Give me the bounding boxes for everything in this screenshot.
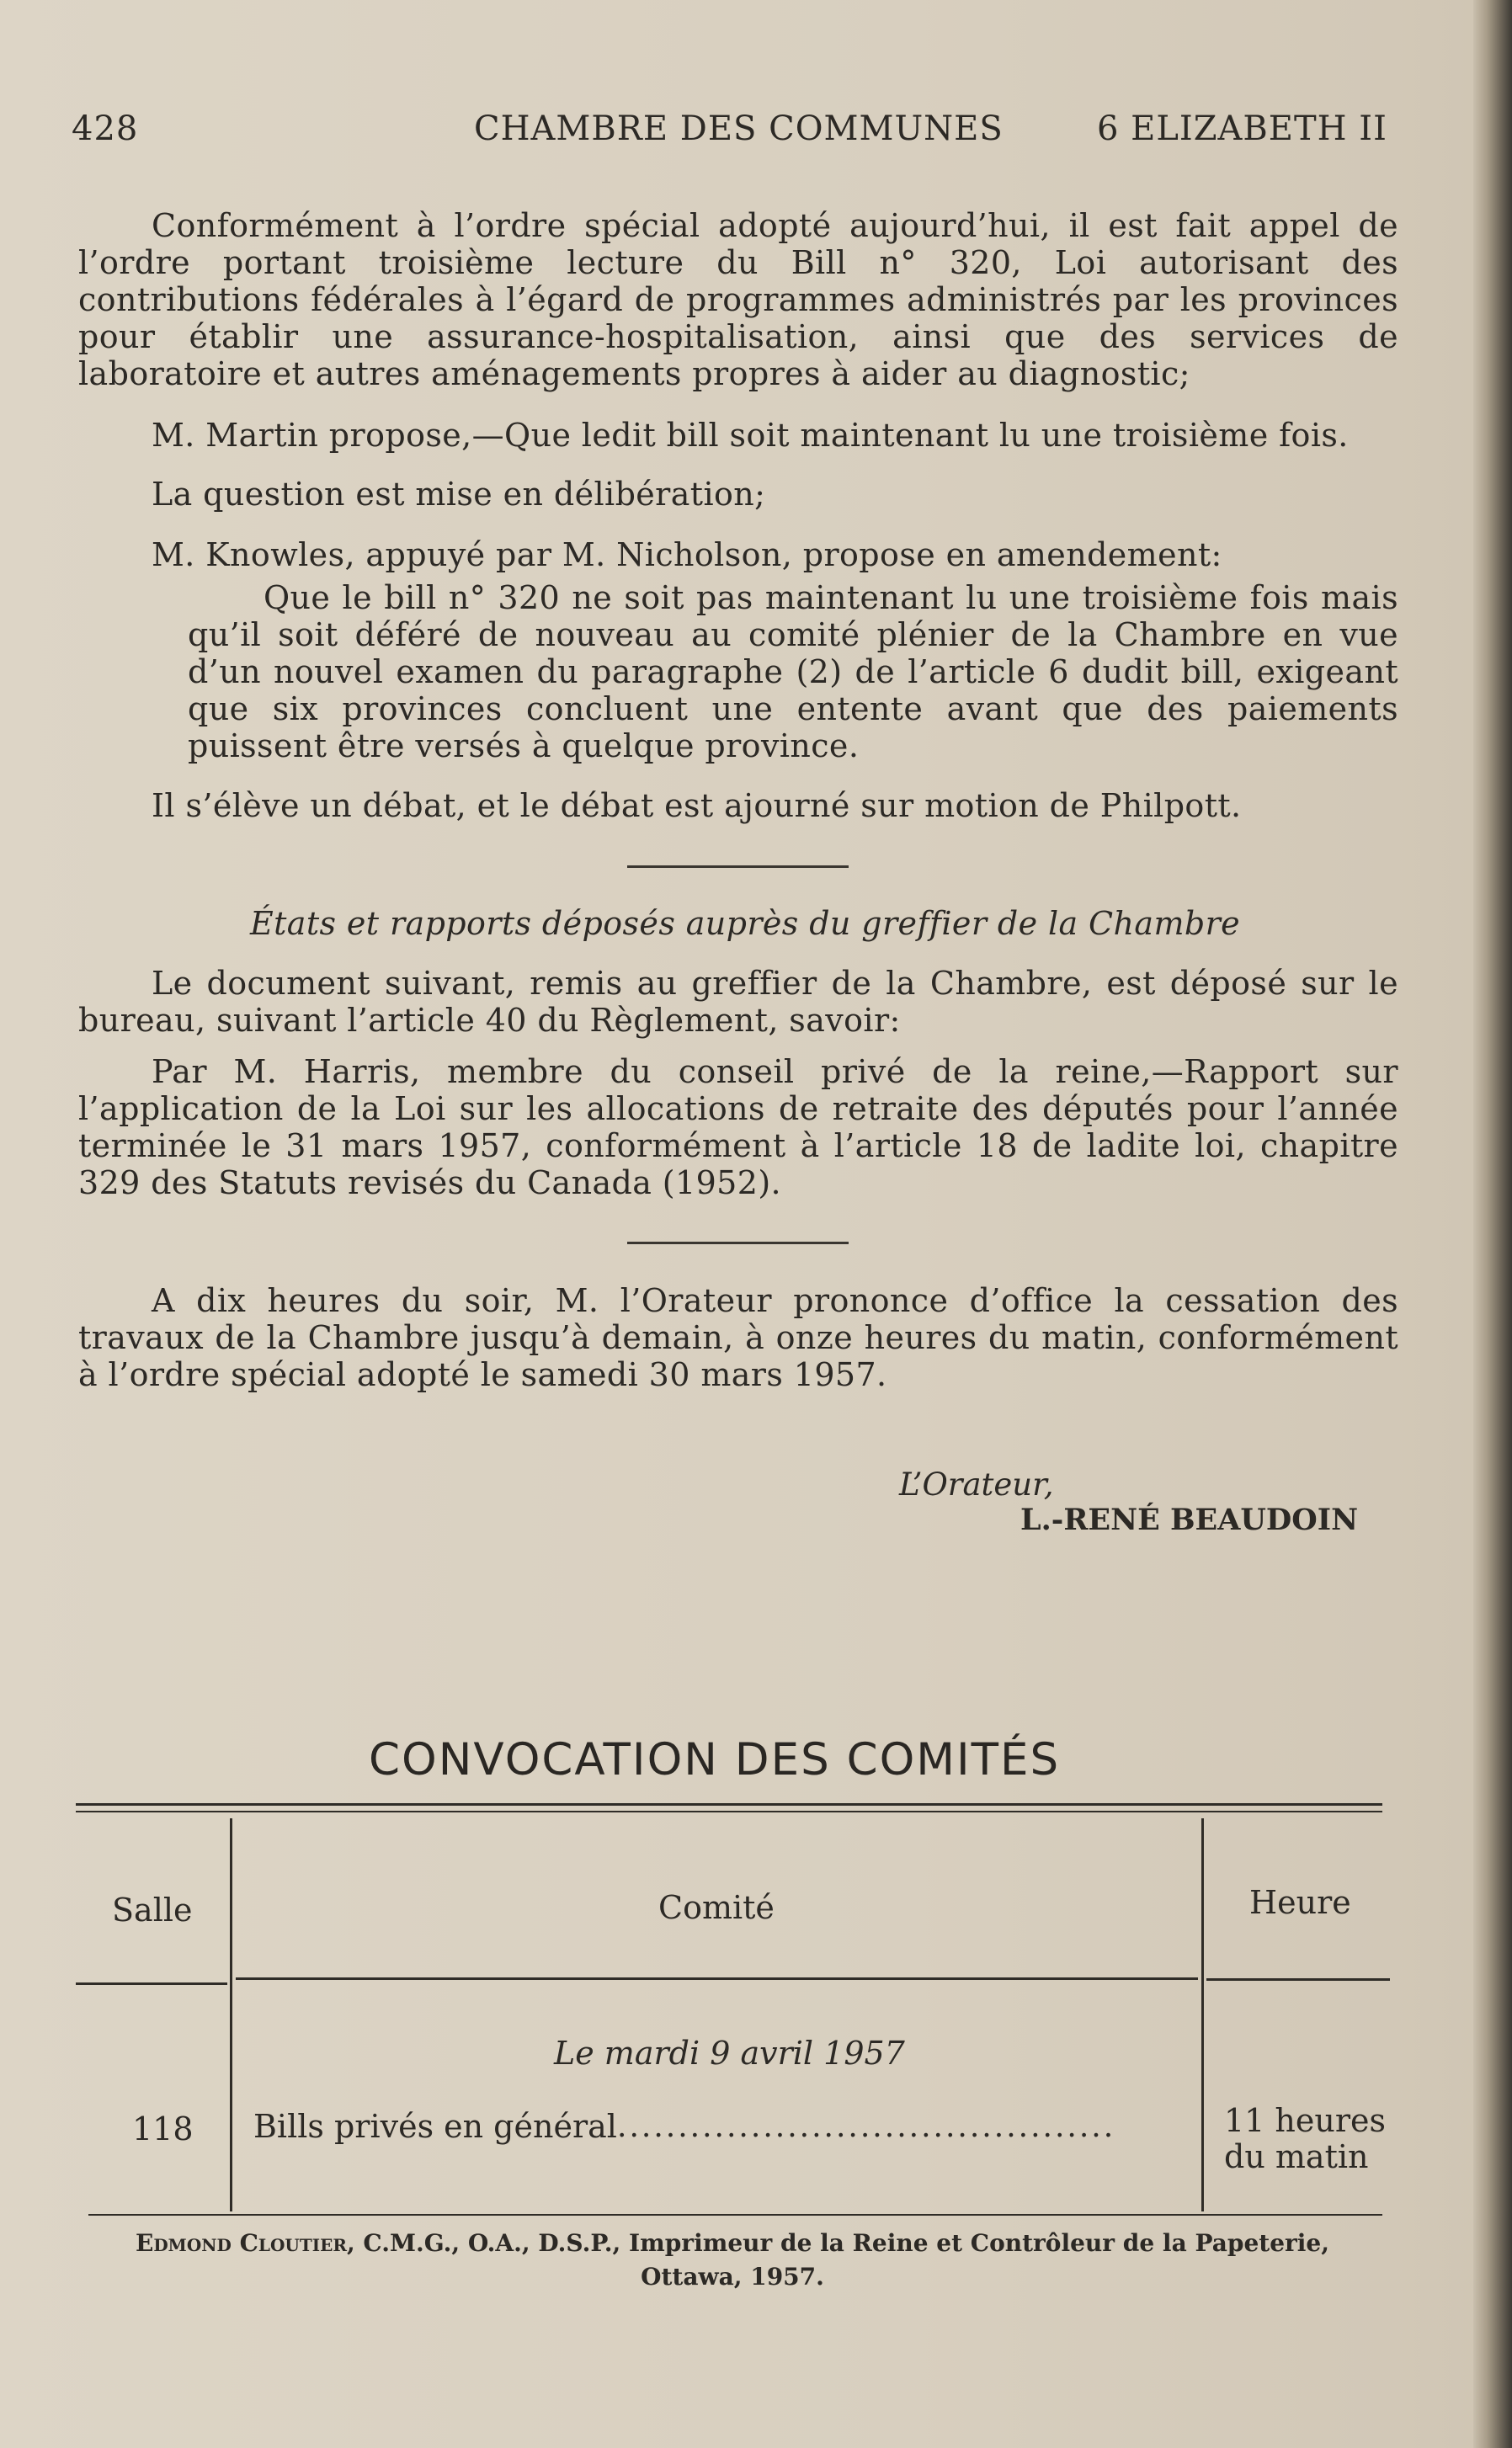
paragraph-question: La question est mise en délibération; [152, 476, 766, 513]
paragraph-knowles-amendment: M. Knowles, appuyé par M. Nicholson, propose en amendement: [152, 536, 1222, 573]
signature-role: L’Orateur, [899, 1466, 1054, 1503]
meeting-date: Le mardi 9 avril 1957 [554, 2035, 905, 2072]
paragraph-document-tabled: Le document suivant, remis au greffier de la Chambre, est déposé sur le bureau, suivant l’article 40 du Règlement, savoir: [78, 965, 1398, 1039]
paragraph-debate-adjourned: Il s’élève un débat, et le débat est ajourné sur motion de Philpott. [152, 787, 1242, 824]
table-header-rule [1206, 1978, 1390, 1981]
table-header-rule [236, 1977, 1198, 1980]
table-column-divider [230, 1818, 232, 2211]
imprint-place-year: Ottawa, 1957. [641, 2263, 824, 2291]
amendment-text: Que le bill n° 320 ne soit pas maintenant lu une troisième fois mais qu’il soit déféré de nouveau au comité plénier de la Chambre en vue d’un nouvel examen du paragraphe (2) de l’article 6 dudit bill, exigeant que six provinces concluent une entente avant que des paiements puissent être versés à quelque province. [188, 579, 1398, 764]
meeting-time: 11 heures [1224, 2102, 1387, 2139]
section-heading: États et rapports déposés auprès du greffier de la Chambre [250, 905, 1241, 942]
page-number: 428 [72, 109, 139, 148]
printer-imprint [93, 2227, 1372, 2294]
table-column-divider [1201, 1818, 1204, 2211]
regnal-year: 6 ELIZABETH II [1097, 109, 1387, 148]
committee-name: Bills privés en général [253, 2108, 617, 2145]
separator-rule [627, 1242, 849, 1244]
room-number: 118 [132, 2110, 194, 2147]
table-top-rule [76, 1811, 1382, 1812]
paragraph-martin-motion: M. Martin propose,—Que ledit bill soit maintenant lu une troisième fois. [152, 417, 1349, 454]
book-binding-edge [1473, 0, 1512, 2448]
signature-name: L.-RENÉ BEAUDOIN [1020, 1503, 1359, 1537]
dot-leader: ......................................... [617, 2110, 1116, 2144]
printer-credentials: , C.M.G., O.A., D.S.P., Imprimeur de la Reine et Contrôleur de la Papeterie, [346, 2229, 1329, 2257]
table-bottom-rule [88, 2214, 1382, 2216]
table-top-rule [76, 1803, 1382, 1806]
column-header-salle: Salle [112, 1892, 193, 1929]
separator-rule [627, 865, 849, 868]
committees-title: CONVOCATION DES COMITÉS [369, 1734, 1061, 1785]
paragraph-third-reading: Conformément à l’ordre spécial adopté aujourd’hui, il est fait appel de l’ordre portant troisième lecture du Bill n° 320, Loi autorisant des contributions fédérales à l’égard de programmes administrés par les provinces pour établir une assurance-hospitalisation, ainsi que des services de laboratoire et autres aménagements propres à aider au diagnostic; [78, 207, 1398, 392]
meeting-time-suffix: du matin [1224, 2138, 1369, 2175]
paragraph-harris-report: Par M. Harris, membre du conseil privé de la reine,—Rapport sur l’application de la Loi sur les allocations de retraite des députés pour l’année terminée le 31 mars 1957, conformément à l’article 18 de ladite loi, chapitre 329 des Statuts revisés du Canada (1952). [78, 1053, 1398, 1201]
printer-name: Edmond Cloutier [136, 2229, 347, 2257]
running-title: CHAMBRE DES COMMUNES [474, 109, 1004, 148]
column-header-heure: Heure [1249, 1884, 1351, 1921]
paragraph-adjournment: A dix heures du soir, M. l’Orateur prononce d’office la cessation des travaux de la Chambre jusqu’à demain, à onze heures du matin, conformément à l’ordre spécial adopté le samedi 30 mars 1957. [78, 1282, 1398, 1393]
table-header-rule [76, 1982, 227, 1985]
column-header-comite: Comité [658, 1889, 775, 1926]
